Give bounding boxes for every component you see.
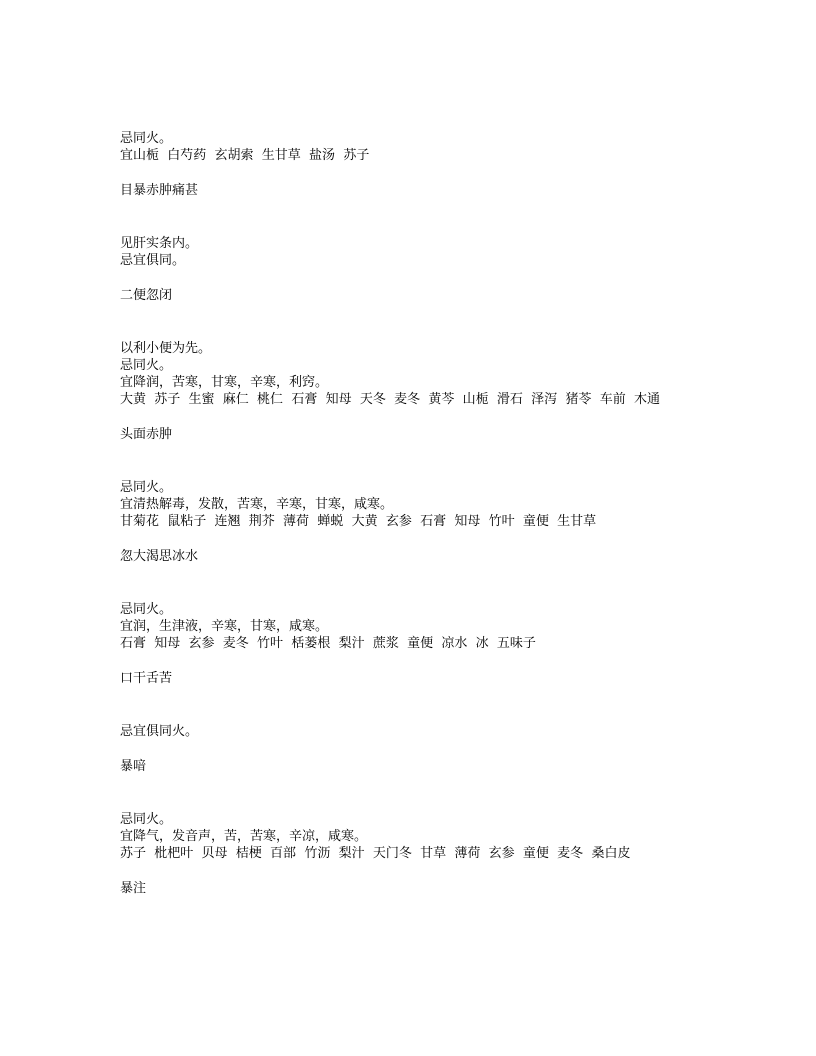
- section-constipation: [120, 287, 720, 408]
- text-line: 忌宜俱同火。: [120, 724, 199, 739]
- text-line: 忌同火。: [120, 358, 173, 373]
- text-line: 大黄 苏子 生蜜 麻仁 桃仁 石膏 知母 天冬 麦冬 黄芩 山栀 滑石 泽泻 猪苓 车前 木通: [120, 392, 660, 407]
- text-line: 忌宜俱同。: [120, 253, 186, 268]
- text-line: 忌同火。: [120, 602, 173, 617]
- section-heading: 暴喑: [120, 759, 147, 774]
- text-line: 宜降气，发音声，苦，苦寒，辛凉，咸寒。: [120, 829, 368, 844]
- document-page: [120, 130, 720, 933]
- text-line: 宜清热解毒，发散，苦寒，辛寒，甘寒，咸寒。: [120, 497, 394, 512]
- section-sudden-thirst: [120, 548, 720, 652]
- text-line: 见肝实条内。: [120, 236, 199, 251]
- text-line: 苏子 枇杷叶 贝母 桔梗 百部 竹沥 梨汁 天门冬 甘草 薄荷 玄参 童便 麦冬 桑白皮: [120, 846, 631, 861]
- section-eye-redness: [120, 182, 720, 269]
- text-line: 忌同火。: [120, 812, 173, 827]
- section-sudden-diarrhea: [120, 880, 720, 897]
- text-line: 忌同火。: [120, 480, 173, 495]
- text-line: 甘菊花 鼠粘子 连翘 荆芥 薄荷 蝉蜕 大黄 玄参 石膏 知母 竹叶 童便 生甘草: [120, 514, 597, 529]
- section-sudden-hoarseness: [120, 758, 720, 862]
- section-heading: 忽大渴思冰水: [120, 549, 199, 564]
- section-continuation: [120, 130, 720, 164]
- text-line: 宜润，生津液，辛寒，甘寒，咸寒。: [120, 619, 329, 634]
- text-line: 宜降润，苦寒，甘寒，辛寒，利窍。: [120, 375, 329, 390]
- text-line: 以利小便为先。: [120, 341, 212, 356]
- text-line: 石膏 知母 玄参 麦冬 竹叶 栝蒌根 梨汁 蔗浆 童便 凉水 冰 五味子: [120, 636, 536, 651]
- text-line: 忌同火。: [120, 131, 173, 146]
- section-heading: 头面赤肿: [120, 427, 173, 442]
- section-face-swelling: [120, 426, 720, 530]
- section-heading: 目暴赤肿痛甚: [120, 183, 199, 198]
- section-dry-mouth: [120, 670, 720, 740]
- text-line: 宜山栀 白芍药 玄胡索 生甘草 盐汤 苏子: [120, 148, 370, 163]
- section-heading: 二便忽闭: [120, 288, 173, 303]
- section-heading: 口干舌苦: [120, 671, 173, 686]
- section-heading: 暴注: [120, 881, 147, 896]
